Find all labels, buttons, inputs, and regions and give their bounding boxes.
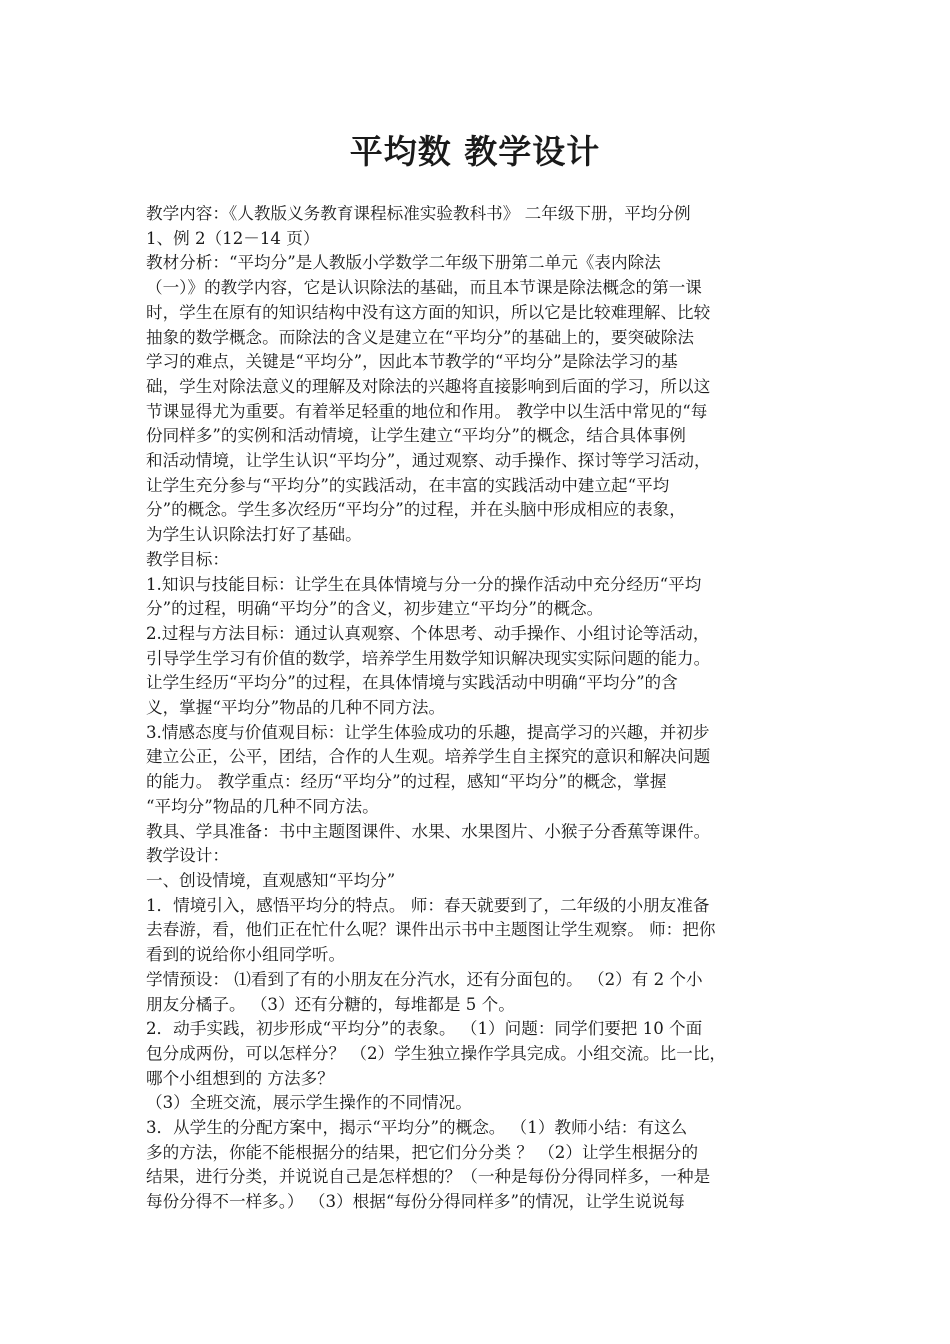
document-title: 平均数 教学设计 [349, 132, 601, 171]
text-line: 2.过程与方法目标：通过认真观察、个体思考、动手操作、小组讨论等活动， [146, 623, 710, 643]
text-line: 教材分析：“平均分”是人教版小学数学二年级下册第二单元《表内除法 [146, 253, 661, 273]
text-line: 去春游，看，他们正在忙什么呢？课件出示书中主题图让学生观察。 师：把你 [146, 920, 716, 940]
text-line: 哪个小组想到的 方法多？ [146, 1068, 334, 1088]
text-line: 学习的难点，关键是“平均分”，因此本节教学的“平均分”是除法学习的基 [146, 352, 678, 372]
text-line: （一）》的教学内容，它是认识除法的基础，而且本节课是除法概念的第一课 [146, 278, 702, 298]
text-line: 学情预设： ⑴看到了有的小朋友在分汽水，还有分面包的。 （2）有 2 个小 [146, 969, 703, 989]
text-line: 时，学生在原有的知识结构中没有这方面的知识，所以它是比较难理解、比较 [146, 302, 711, 322]
text-line: 分”的过程，明确“平均分”的含义，初步建立“平均分”的概念。 [146, 599, 604, 619]
text-line: 础，学生对除法意义的理解及对除法的兴趣将直接影响到后面的学习，所以这 [146, 376, 711, 396]
text-line: 分”的概念。学生多次经历“平均分”的过程，并在头脑中形成相应的表象， [146, 500, 686, 520]
text-line: 多的方法，你能不能根据分的结果，把它们分分类 ？ （2）让学生根据分的 [146, 1142, 699, 1162]
text-line: 1.知识与技能目标：让学生在具体情境与分一分的操作活动中充分经历“平均 [146, 574, 702, 594]
text-line: 教学内容：《人教版义务教育课程标准实验教科书》 二年级下册，平均分例 [146, 204, 691, 223]
text-line: 3．从学生的分配方案中，揭示“平均分”的概念。 （1）教师小结：有这么 [146, 1118, 688, 1138]
text-line: 建立公正，公平，团结，合作的人生观。培养学生自主探究的意识和解决问题 [146, 747, 711, 767]
text-line: 教学目标： [146, 549, 229, 569]
text-line: 为学生认识除法打好了基础。 [146, 525, 362, 545]
text-line: 2．动手实践，初步形成“平均分”的表象。 （1）问题：同学们要把 10 个面 [146, 1019, 703, 1039]
text-line: 的能力。 教学重点：经历“平均分”的过程，感知“平均分”的概念，掌握 [146, 772, 667, 792]
text-line: 让学生充分参与“平均分”的实践活动，在丰富的实践活动中建立起“平均 [146, 475, 670, 495]
text-line: 教学设计： [146, 846, 229, 866]
text-line: 引导学生学习有价值的数学，培养学生用数学知识解决现实实际问题的能力。 [146, 648, 711, 668]
text-line: 义，掌握“平均分”物品的几种不同方法。 [146, 698, 446, 718]
text-line: 教具、学具准备：书中主题图课件、水果、水果图片、小猴子分香蕉等课件。 [146, 821, 711, 841]
text-line: 3.情感态度与价值观目标：让学生体验成功的乐趣，提高学习的兴趣，并初步 [146, 722, 710, 742]
document-body [146, 202, 822, 1215]
text-line: 朋友分橘子。 （3）还有分糖的，每堆都是 5 个。 [146, 994, 515, 1014]
text-line: 抽象的数学概念。而除法的含义是建立在“平均分”的基础上的，要突破除法 [146, 327, 694, 347]
text-line: 一、创设情境，直观感知“平均分” [146, 870, 396, 890]
text-line: 1、例 2（12－14 页） [146, 228, 320, 248]
text-line: 看到的说给你小组同学听。 [146, 945, 346, 965]
text-line: 份同样多”的实例和活动情境，让学生建立“平均分”的概念，结合具体事例 [146, 426, 686, 446]
text-line: 1．情境引入，感悟平均分的特点。 师：春天就要到了，二年级的小朋友准备 [146, 895, 710, 915]
text-line: 节课显得尤为重要。有着举足轻重的地位和作用。 教学中以生活中常见的“每 [146, 401, 708, 421]
text-line: 让学生经历“平均分”的过程，在具体情境与实践活动中明确“平均分”的含 [146, 673, 678, 693]
text-line: “平均分”物品的几种不同方法。 [146, 796, 379, 816]
text-line: 和活动情境，让学生认识“平均分”，通过观察、动手操作、探讨等学习活动， [146, 451, 711, 471]
text-line: 结果，进行分类，并说说自己是怎样想的？（一种是每份分得同样多，一种是 [146, 1167, 711, 1187]
text-line: （3）全班交流，展示学生操作的不同情况。 [146, 1093, 472, 1113]
text-line: 包分成两份，可以怎样分？ （2）学生独立操作学具完成。小组交流。比一比， [146, 1043, 727, 1063]
text-line: 每份分得不一样多。） （3）根据“每份分得同样多”的情况，让学生说说每 [146, 1192, 685, 1212]
